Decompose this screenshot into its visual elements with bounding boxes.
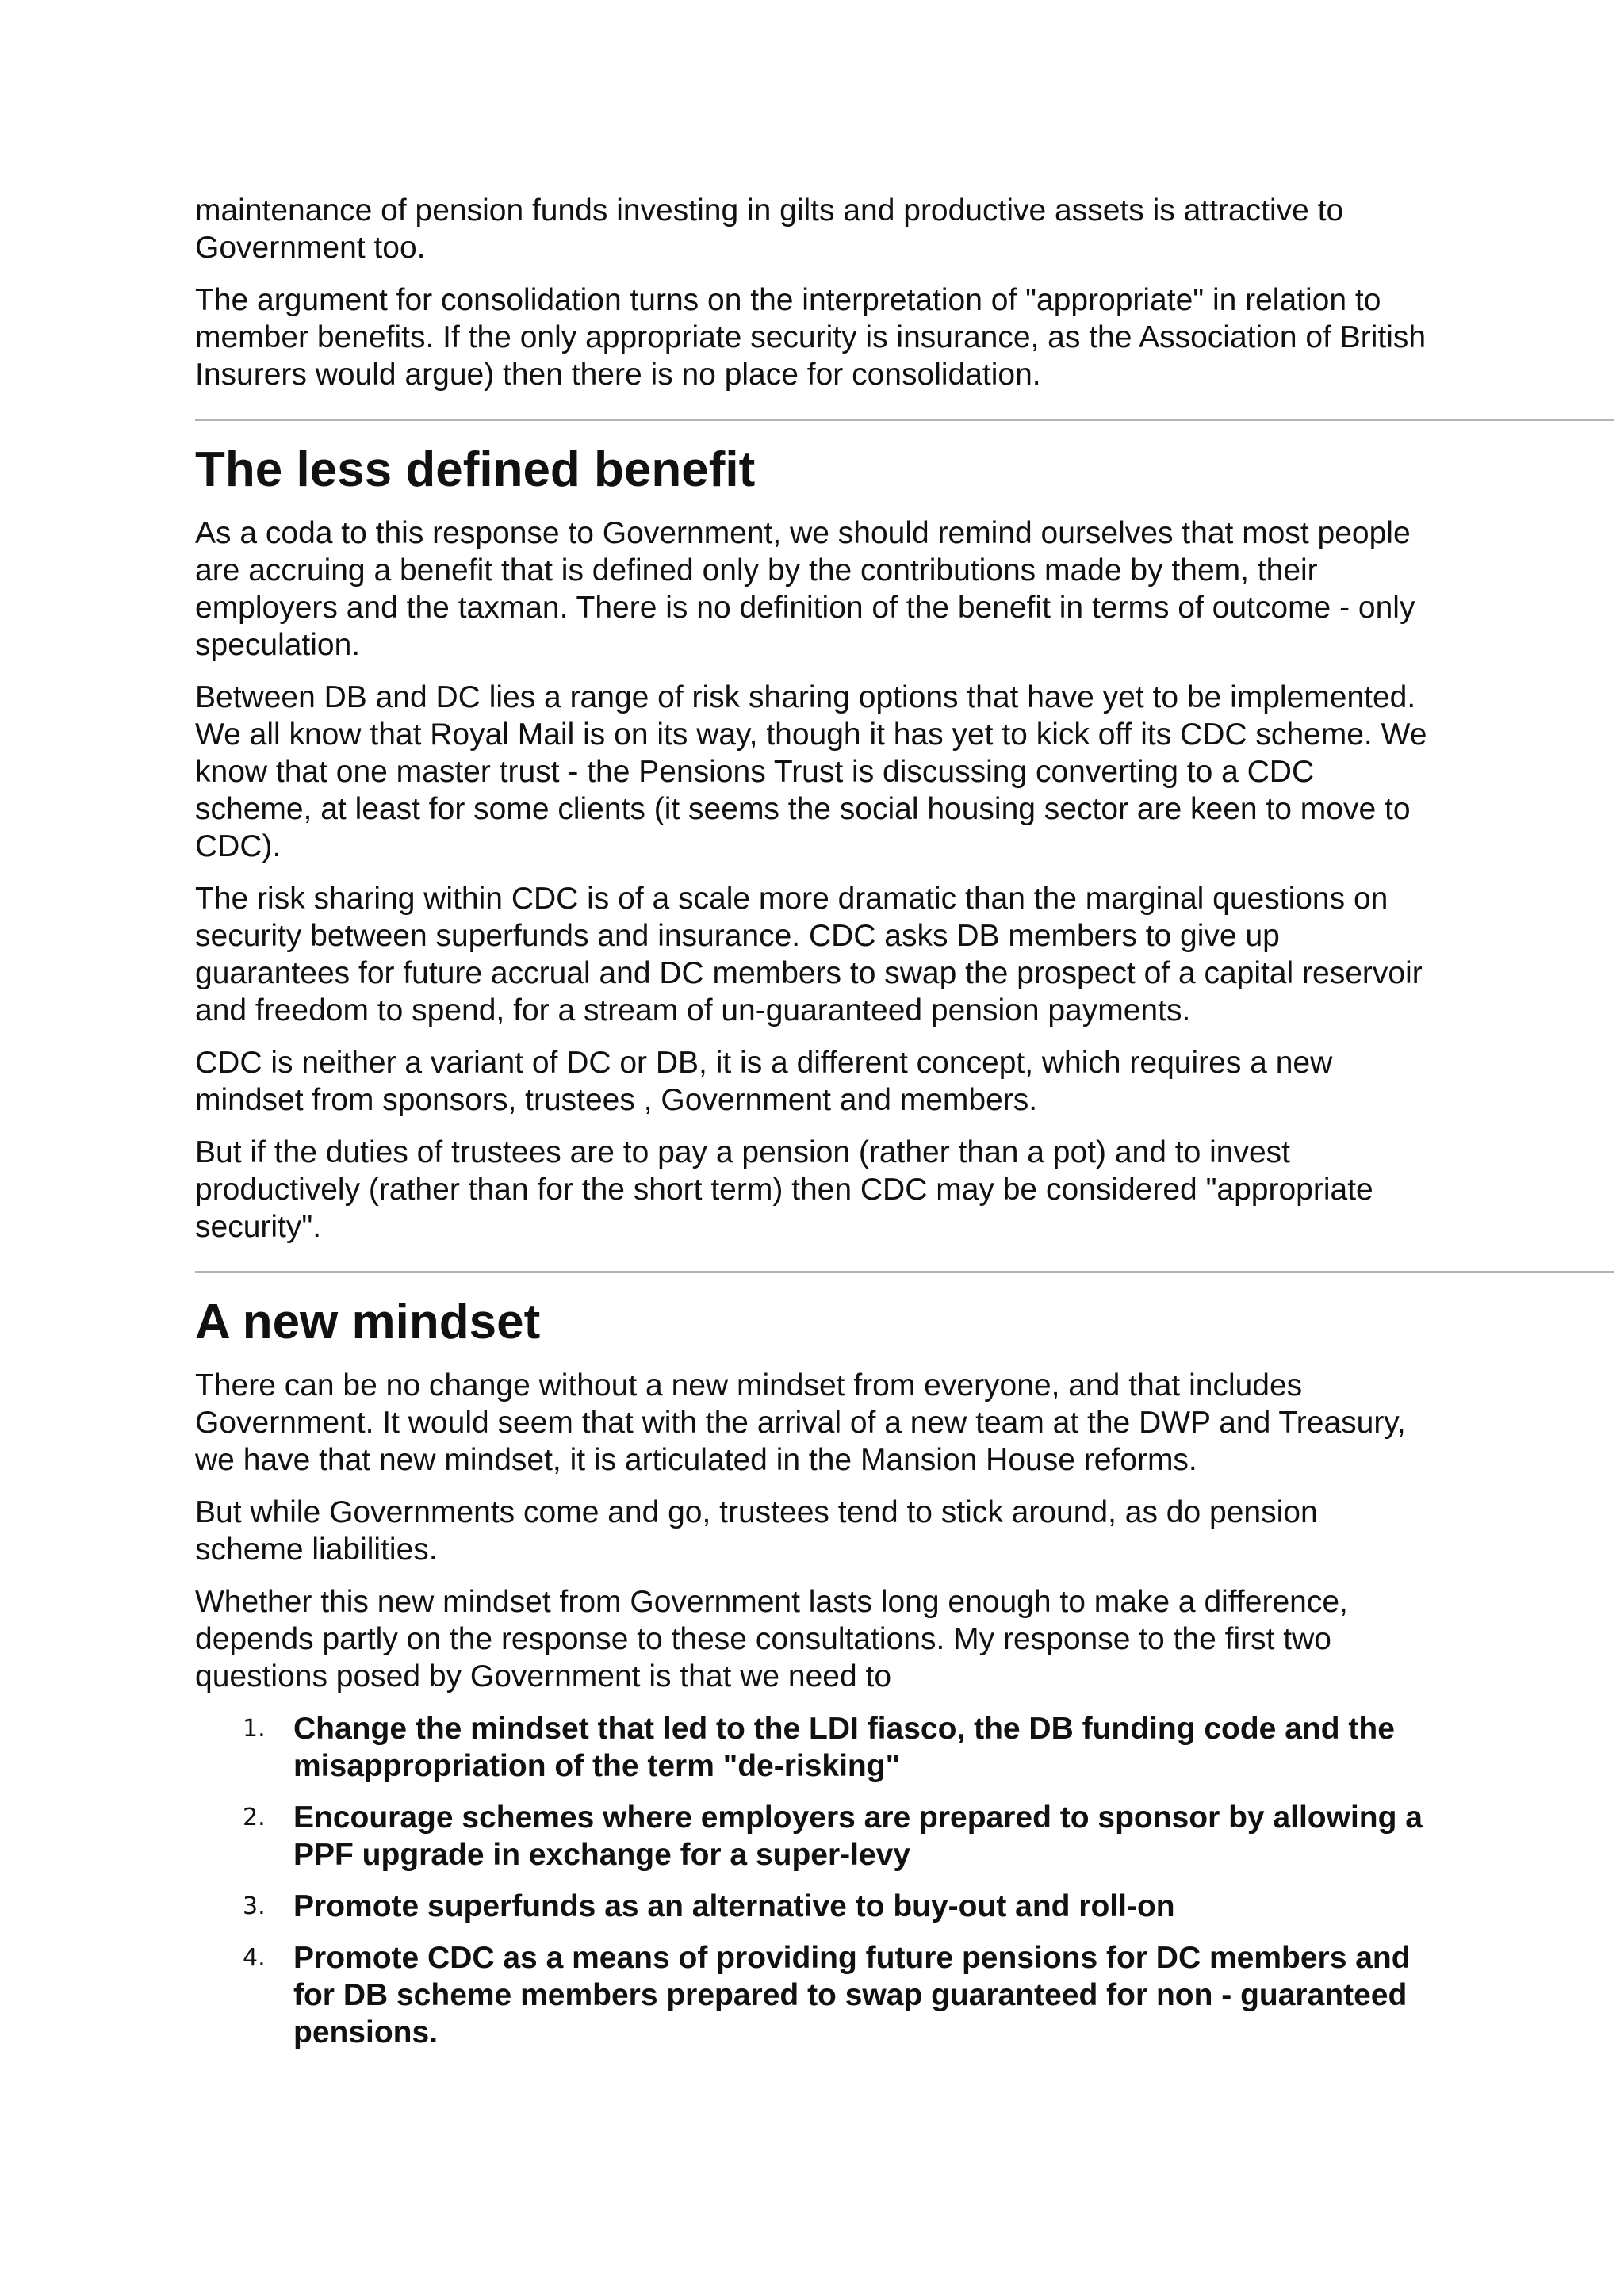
body-paragraph: But while Governments come and go, trustees tend to stick around, as do pension scheme liabilities. xyxy=(195,1495,1318,1567)
list-item-number: 4. xyxy=(243,1944,266,1972)
list-item-text: Encourage schemes where employers are prepared to sponsor by allowing a PPF upgrade in exchange for a super-levy xyxy=(293,1800,1423,1872)
list-item xyxy=(243,1939,1435,2051)
body-paragraph: CDC is neither a variant of DC or DB, it is a different concept, which requires a new mindset from sponsors, trustees , Government and members. xyxy=(195,1046,1333,1117)
section-new-mindset xyxy=(195,1292,1614,2051)
list-item-text: Promote CDC as a means of providing future pensions for DC members and for DB scheme members prepared to swap guaranteed for non - guaranteed pensions. xyxy=(293,1941,1411,2049)
list-item-text: Promote superfunds as an alternative to buy-out and roll-on xyxy=(293,1889,1175,1923)
section-heading: The less defined benefit xyxy=(195,442,756,497)
body-paragraph: Whether this new mindset from Government lasts long enough to make a difference, depends partly on the response to these consultations. My response to the first two questions posed by Government is that we need to xyxy=(195,1585,1348,1693)
intro-paragraph: maintenance of pension funds investing in gilts and productive assets is attractive to Government too. xyxy=(195,193,1344,265)
list-item xyxy=(243,1710,1435,1785)
document-page xyxy=(195,192,1614,2065)
intro-section xyxy=(195,192,1614,393)
list-item xyxy=(243,1799,1435,1873)
body-paragraph: But if the duties of trustees are to pay a pension (rather than a pot) and to invest productively (rather than for the short term) then CDC may be considered "appropriate security". xyxy=(195,1135,1373,1244)
list-item xyxy=(243,1888,1435,1925)
body-paragraph: As a coda to this response to Government, we should remind ourselves that most people are accruing a benefit that is defined only by the contributions made by them, their employers and the taxman. There is no definition of the benefit in terms of outcome - only speculation. xyxy=(195,516,1415,662)
list-item-number: 3. xyxy=(243,1892,266,1920)
list-item-number: 1. xyxy=(243,1715,266,1743)
intro-paragraph: The argument for consolidation turns on the interpretation of "appropriate" in relation to member benefits. If the only appropriate security is insurance, as the Association of British Insurers would argue) then there is no place for consolidation. xyxy=(195,283,1427,392)
section-heading: A new mindset xyxy=(195,1295,541,1349)
body-paragraph: There can be no change without a new mindset from everyone, and that includes Government. It would seem that with the arrival of a new team at the DWP and Treasury, we have that new mindset, it is articulated in the Mansion House reforms. xyxy=(195,1368,1406,1477)
list-item-text: Change the mindset that led to the LDI fiasco, the DB funding code and the misappropriation of the term "de-risking" xyxy=(293,1712,1395,1783)
section-divider xyxy=(195,419,1614,421)
recommendations-list xyxy=(195,1710,1435,2051)
body-paragraph: Between DB and DC lies a range of risk sharing options that have yet to be implemented. We all know that Royal Mail is on its way, though it has yet to kick off its CDC scheme. We know that one master trust - the Pensions Trust is discussing converting to a CDC scheme, at least for some clients (it seems the social housing sector are keen to move to CDC). xyxy=(195,680,1427,863)
list-item-number: 2. xyxy=(243,1804,266,1831)
section-divider xyxy=(195,1271,1614,1273)
section-less-defined-benefit xyxy=(195,440,1614,1246)
body-paragraph: The risk sharing within CDC is of a scale more dramatic than the marginal questions on security between superfunds and insurance. CDC asks DB members to give up guarantees for future accrual and DC members to swap the prospect of a capital reservoir and freedom to spend, for a stream of un-guaranteed pension payments. xyxy=(195,882,1423,1027)
